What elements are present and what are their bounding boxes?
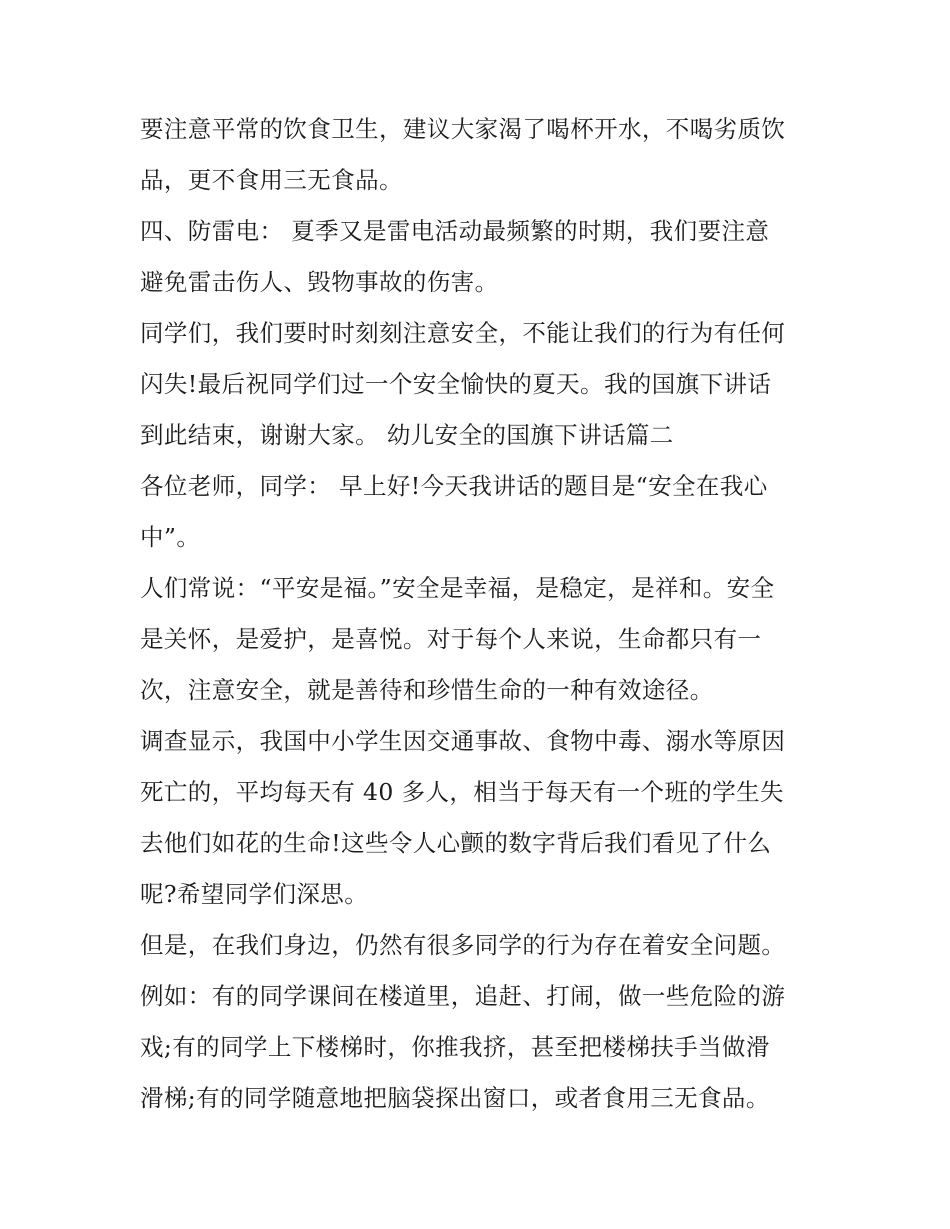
body-text — [140, 104, 820, 1124]
text-line: 去他们如花的生命!这些令人心颤的数字背后我们看见了什么 — [140, 829, 772, 857]
text-line: 例如：有的同学课间在楼道里，追赶、打闹，做一些危险的游 — [140, 982, 786, 1010]
text-line: 各位老师，同学： 早上好!今天我讲话的题目是“安全在我心 — [140, 472, 768, 500]
text-line: 调查显示，我国中小学生因交通事故、食物中毒、溺水等原因 — [140, 727, 786, 755]
text-line: 人们常说：“平安是福。”安全是幸福，是稳定，是祥和。安全 — [140, 574, 775, 602]
text-line: 呢?希望同学们深思。 — [140, 880, 369, 908]
text-line: 避免雷击伤人、毁物事故的伤害。 — [140, 268, 499, 296]
text-line: 闪失!最后祝同学们过一个安全愉快的夏天。我的国旗下讲话 — [140, 370, 772, 398]
text-line: 是关怀，是爱护，是喜悦。对于每个人来说，生命都只有一 — [140, 625, 762, 653]
text-line: 品，更不食用三无食品。 — [140, 166, 403, 194]
text-line: 同学们，我们要时时刻刻注意安全，不能让我们的行为有任何 — [140, 319, 786, 347]
text-line: 次，注意安全，就是善待和珍惜生命的一种有效途径。 — [140, 676, 714, 704]
text-line: 死亡的，平均每天有 40 多人，相当于每天有一个班的学生失 — [140, 778, 784, 806]
text-line: 四、防雷电： 夏季又是雷电活动最频繁的时期，我们要注意 — [140, 217, 770, 245]
text-line: 到此结束，谢谢大家。 幼儿安全的国旗下讲话篇二 — [140, 421, 674, 449]
text-line: 戏;有的同学上下楼梯时，你推我挤，甚至把楼梯扶手当做滑 — [140, 1033, 770, 1061]
text-line: 但是，在我们身边，仍然有很多同学的行为存在着安全问题。 — [140, 931, 786, 959]
text-line: 中”。 — [140, 523, 201, 551]
text-line: 要注意平常的饮食卫生，建议大家渴了喝杯开水，不喝劣质饮 — [140, 115, 786, 143]
text-line: 滑梯;有的同学随意地把脑袋探出窗口，或者食用三无食品。 — [140, 1084, 770, 1112]
